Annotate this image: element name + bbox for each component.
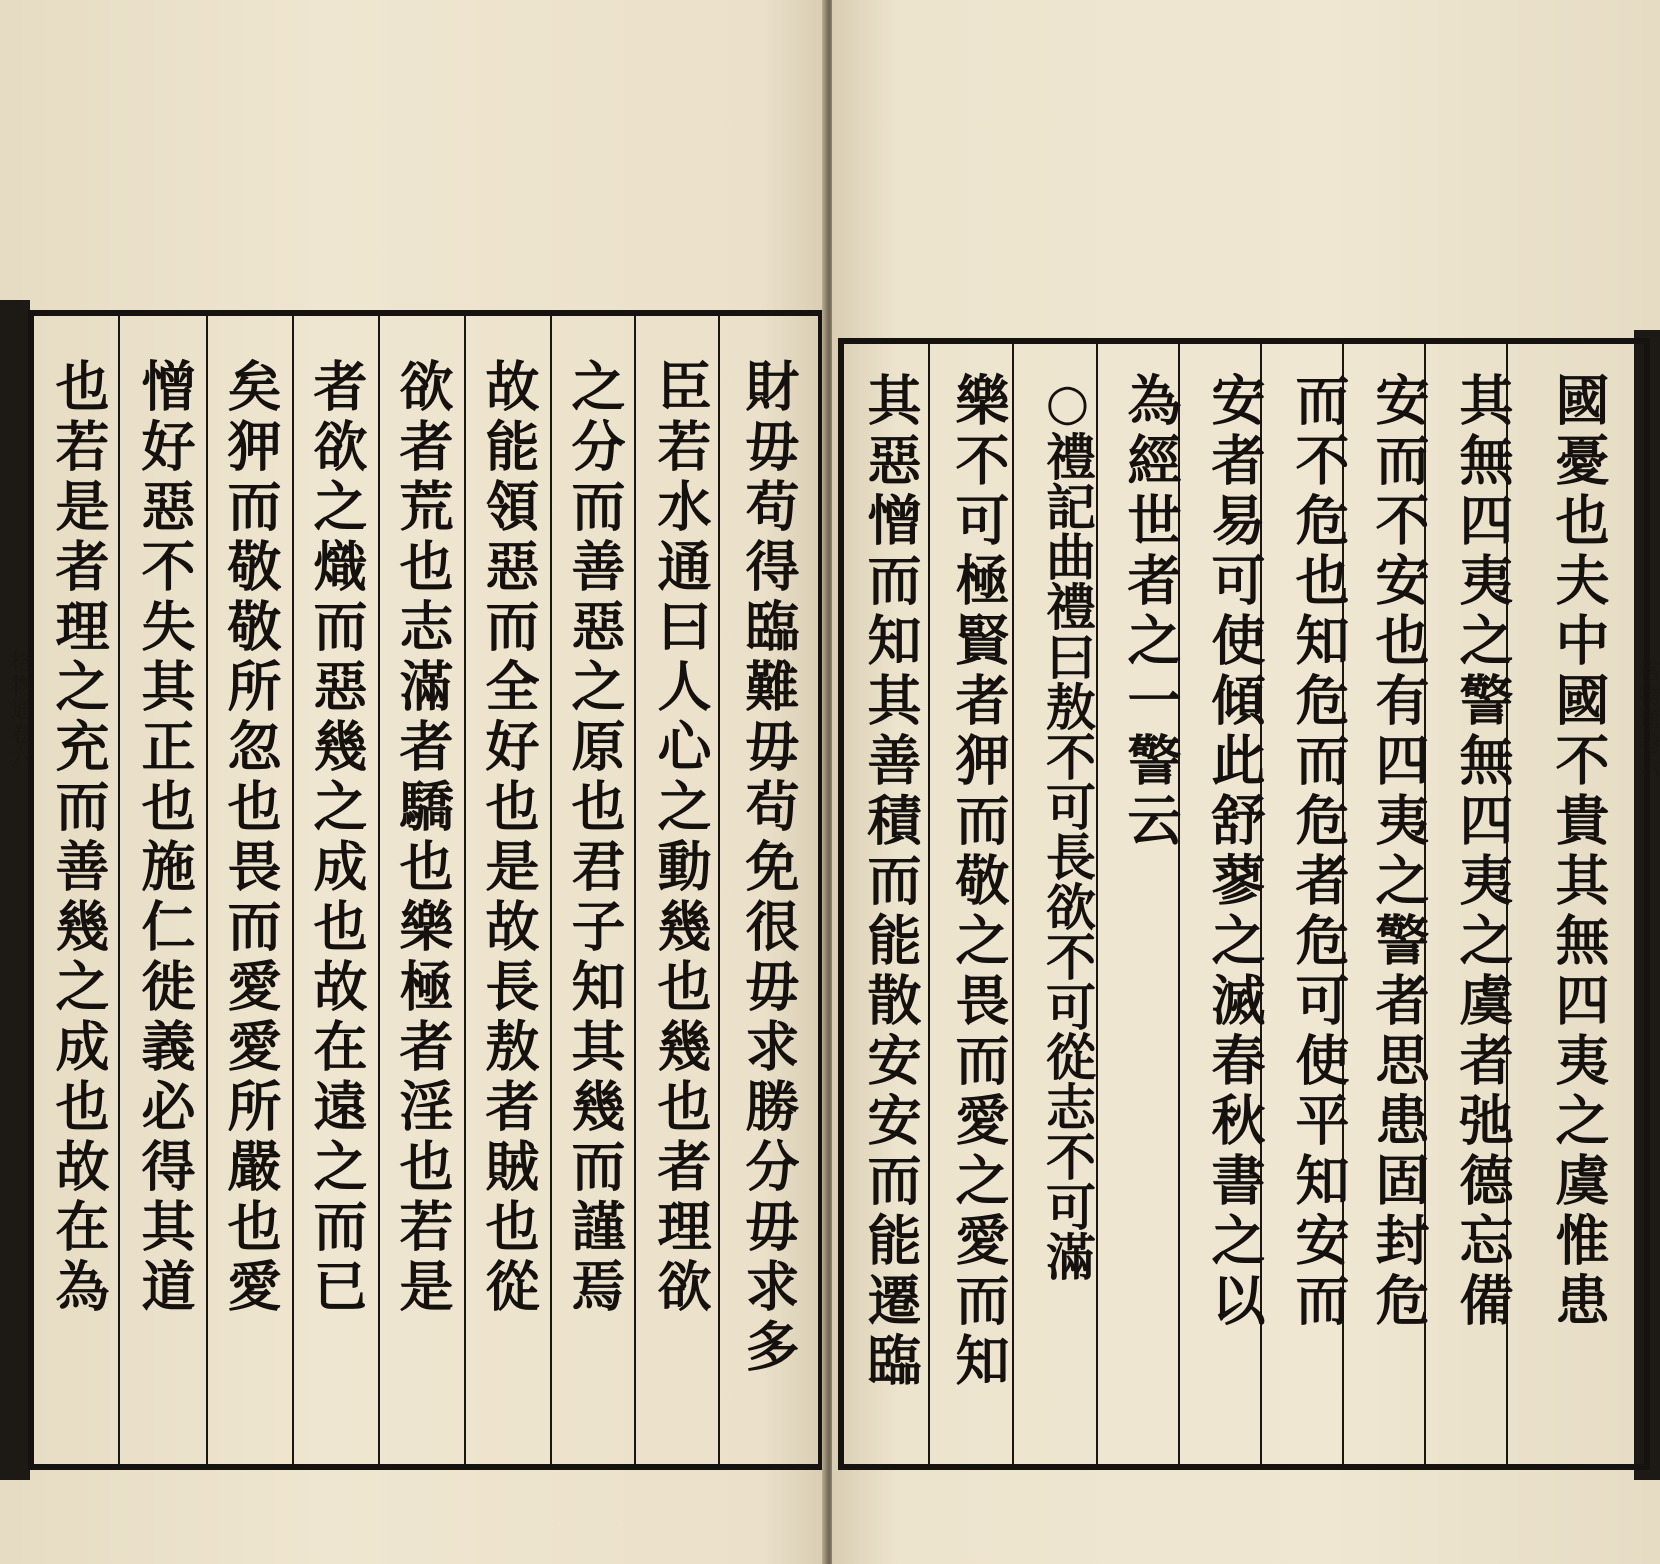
- right-column-8: 樂不可極賢者狎而敬之畏而愛之愛而知: [947, 372, 1011, 1392]
- left-text-frame: [28, 310, 824, 1470]
- right-column-6: 為經世者之一警云: [1119, 372, 1183, 852]
- left-column-2: 臣若水通曰人心之動幾也幾也者理欲: [649, 358, 713, 1318]
- right-column-2: 其無四夷之警無四夷之虞者弛德忘備: [1451, 372, 1515, 1332]
- left-column-7: 矣狎而敬敬所忽也畏而愛愛所嚴也愛: [219, 358, 283, 1318]
- left-edge-label: 格物通卷六: [7, 650, 32, 770]
- left-column-4: 故能領惡而全好也是故長敖者賊也從: [477, 358, 541, 1318]
- right-column-1: 國憂也夫中國不貴其無四夷之虞惟患: [1547, 372, 1611, 1332]
- right-column-3: 安而不安也有四夷之警者思患固封危: [1367, 372, 1431, 1332]
- left-column-9: 也若是者理之充而善幾之成也故在為: [47, 358, 111, 1318]
- left-column-5: 欲者荒也志滿者驕也樂極者淫也若是: [391, 358, 455, 1318]
- right-column-7: ○禮記曲禮曰敖不可長欲不可從志不可滿: [1038, 372, 1097, 1281]
- left-column-6: 者欲之熾而惡幾之成也故在遠之而已: [305, 358, 369, 1318]
- right-column-4: 而不危也知危而危者危可使平知安而: [1287, 372, 1351, 1332]
- left-column-3: 之分而善惡之原也君子知其幾而謹焉: [563, 358, 627, 1318]
- left-column-8: 憎好惡不失其正也施仁徙義必得其道: [133, 358, 197, 1318]
- right-column-9: 其惡憎而知其善積而能散安安而能遷臨: [859, 372, 923, 1392]
- left-page: [0, 0, 826, 1564]
- right-page: [832, 0, 1660, 1564]
- right-text-frame: [838, 338, 1650, 1470]
- right-edge-label: 格物通卷六: [1635, 660, 1660, 780]
- right-column-5: 安者易可使傾此舒蓼之滅春秋書之以: [1203, 372, 1267, 1332]
- left-column-1: 財毋苟得臨難毋茍免很毋求勝分毋求多: [737, 358, 801, 1378]
- left-page-edge: [0, 300, 30, 1480]
